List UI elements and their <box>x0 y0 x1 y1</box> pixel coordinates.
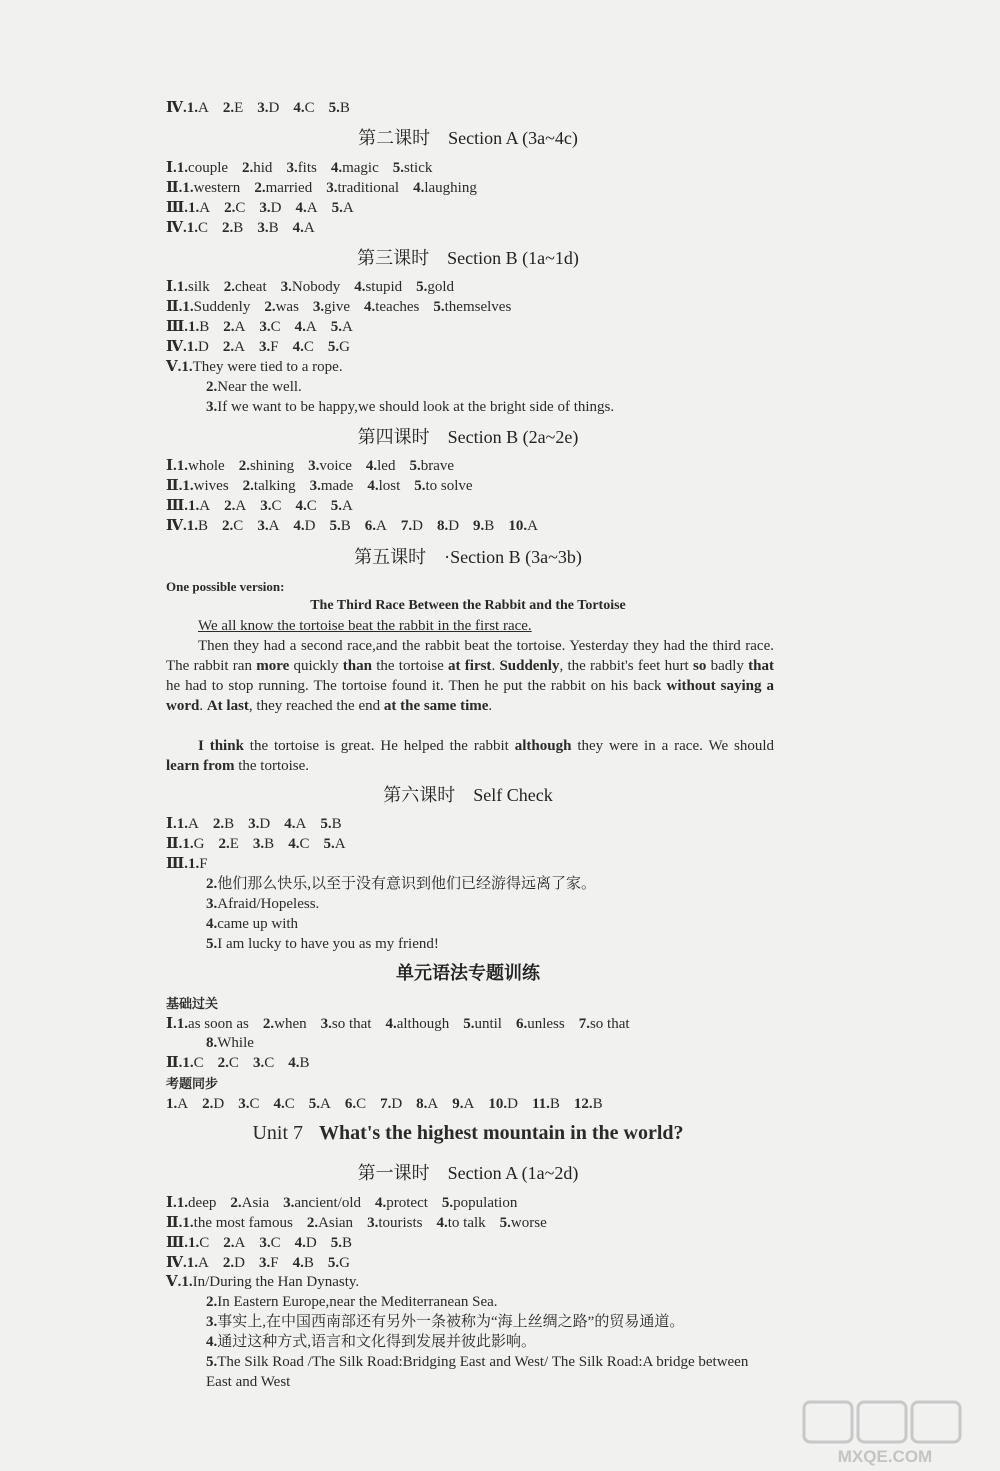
answer-item: 1.western <box>182 180 241 196</box>
roman-label: Ⅱ. <box>166 478 183 494</box>
lesson-label: 第四课时 <box>357 427 430 447</box>
answer-item: 3.C <box>238 1096 260 1112</box>
lesson-label: 第一课时 <box>357 1163 430 1183</box>
answer-item: 1.A <box>166 1096 189 1112</box>
lesson-label: 第二课时 <box>358 128 431 148</box>
answer-item: 1.as soon as <box>176 1016 249 1032</box>
answer-item: 2.D <box>222 1255 245 1271</box>
answer-item: 5.worse <box>499 1215 547 1231</box>
lesson-label: 第五课时 <box>354 547 427 567</box>
answer-item: 1.D <box>186 339 209 355</box>
answer-item: 1.the most famous <box>182 1215 293 1231</box>
subsection-label: 基础过关 <box>166 996 219 1011</box>
answer-row <box>166 218 786 238</box>
answer-row <box>166 456 786 476</box>
answer-item: 5.themselves <box>433 299 512 315</box>
answer-line: Ⅴ.1.In/During the Han Dynasty. <box>166 1274 360 1290</box>
roman-label: Ⅱ. <box>166 180 183 196</box>
answer-item: 4.C <box>295 498 317 514</box>
answer-item: 1.C <box>186 220 209 236</box>
answer-item: 3.traditional <box>326 180 400 196</box>
answer-row <box>166 158 786 178</box>
version-label: One possible version: <box>166 579 285 594</box>
answer-item: 1.C <box>188 1235 210 1251</box>
answer-row <box>166 198 786 218</box>
answer-item: 8.While <box>206 1035 254 1051</box>
answer-item: 1.G <box>182 836 205 852</box>
answer-line: 3.If we want to be happy,we should look at the bright side of things. <box>206 399 615 415</box>
answer-item: 2.Asian <box>306 1215 354 1231</box>
answer-item: 3.made <box>309 478 354 494</box>
section-heading <box>166 545 770 569</box>
section-heading <box>166 126 770 150</box>
answer-item: 5.A <box>331 200 354 216</box>
section-heading <box>166 425 770 449</box>
answer-item: 4.protect <box>375 1195 428 1211</box>
answer-item: 8.D <box>436 518 460 534</box>
essay-title: The Third Race Between the Rabbit and the Tortoise <box>310 598 626 613</box>
answer-row <box>166 337 786 357</box>
answer-item: 5.stick <box>392 160 433 176</box>
answer-item: 3.ancient/old <box>283 1195 362 1211</box>
roman-label: Ⅰ. <box>166 1195 177 1211</box>
answer-item: 4.magic <box>330 160 379 176</box>
answer-item: 5.until <box>463 1016 502 1032</box>
answer-line: 4.通过这种方式,语言和文化得到发展并彼此影响。 <box>206 1334 537 1350</box>
answer-item: 4.B <box>292 1255 314 1271</box>
answer-item: 5.B <box>330 1235 353 1251</box>
answer-item: 1.wives <box>182 478 229 494</box>
answer-item: 2.D <box>202 1096 225 1112</box>
roman-label: Ⅲ. <box>166 319 189 335</box>
unit-title <box>166 1120 770 1146</box>
roman-label: Ⅲ. <box>166 1235 189 1251</box>
grammar-heading: 单元语法专题训练 <box>396 963 540 983</box>
answer-item: 1.A <box>186 100 209 116</box>
roman-label: Ⅰ. <box>166 279 177 295</box>
answer-row <box>166 496 786 516</box>
answer-item: 5.B <box>329 518 351 534</box>
answer-item: 7.D <box>380 1096 403 1112</box>
answer-item: 2.shining <box>238 458 295 474</box>
section-heading <box>166 783 770 807</box>
answer-item: 3.C <box>260 498 282 514</box>
answer-item: 4.stupid <box>354 279 403 295</box>
answer-item: 4.C <box>288 836 310 852</box>
roman-label: Ⅰ. <box>166 816 177 832</box>
answer-item: 4.laughing <box>413 180 477 196</box>
roman-label: Ⅲ. <box>166 498 189 514</box>
answer-item: 2.C <box>224 200 246 216</box>
answer-row <box>166 277 786 297</box>
answer-item: 3.B <box>257 220 279 236</box>
roman-label: Ⅰ. <box>166 458 177 474</box>
answer-item: 5.gold <box>416 279 455 295</box>
section-heading <box>166 1161 770 1185</box>
answer-line: 3.Afraid/Hopeless. <box>206 896 320 912</box>
answer-item: 1.silk <box>176 279 210 295</box>
answer-item: 2.B <box>222 220 244 236</box>
answer-item: 5.B <box>328 100 350 116</box>
answer-item: 4.lost <box>367 478 401 494</box>
section-label: Section B (2a~2e) <box>447 427 579 447</box>
answer-item: 5.A <box>323 836 346 852</box>
answer-item: 5.A <box>330 498 353 514</box>
answer-item: 4.C <box>292 339 314 355</box>
section-label: ·Section B (3a~3b) <box>444 547 582 567</box>
answer-item: 2.talking <box>242 478 296 494</box>
roman-label: Ⅰ. <box>166 160 177 176</box>
section-label: Self Check <box>473 785 553 805</box>
answer-item: 4.teaches <box>363 299 420 315</box>
section-label: Section A (3a~4c) <box>448 128 578 148</box>
answer-item: 5.A <box>330 319 353 335</box>
section-label: Section B (1a~1d) <box>447 248 579 268</box>
answer-item: 2.Asia <box>230 1195 270 1211</box>
answer-row <box>166 317 786 337</box>
answer-line: Ⅲ.1.F <box>166 856 208 872</box>
answer-item: 9.A <box>452 1096 475 1112</box>
answer-item: 5.population <box>441 1195 518 1211</box>
watermark-text: MXQE.COM <box>837 1447 933 1466</box>
answer-item: 10.A <box>508 518 538 534</box>
answer-row <box>166 1253 786 1273</box>
roman-label: Ⅳ. <box>166 339 187 355</box>
answer-item: 2.A <box>223 1235 246 1251</box>
answer-item: 6.C <box>344 1096 367 1112</box>
answer-item: 2.C <box>222 518 244 534</box>
answer-item: 3.B <box>252 836 275 852</box>
answer-item: 5.brave <box>409 458 455 474</box>
answer-item: 9.B <box>473 518 495 534</box>
unit-number: Unit 7 <box>252 1122 304 1144</box>
answer-item: 5.B <box>320 816 342 832</box>
answer-item: 3.tourists <box>367 1215 423 1231</box>
answer-item: 4.to talk <box>436 1215 486 1231</box>
roman-label: Ⅳ. <box>166 1255 187 1271</box>
answer-item: 5.G <box>327 1255 350 1271</box>
answer-item: 4.A <box>294 319 317 335</box>
answer-item: 2.hid <box>242 160 273 176</box>
watermark-logo <box>800 1400 970 1466</box>
roman-label: Ⅱ. <box>166 836 183 852</box>
answer-item: 4.led <box>365 458 396 474</box>
answer-item: 6.unless <box>515 1016 565 1032</box>
answer-line: 2.In Eastern Europe,near the Mediterranean Sea. <box>206 1294 498 1310</box>
answer-row <box>166 1014 786 1034</box>
answer-item: 8.A <box>416 1096 439 1112</box>
answer-item: 2.A <box>224 498 247 514</box>
answer-item: 3.D <box>257 100 280 116</box>
answer-item: 2.A <box>222 339 245 355</box>
answer-line: Ⅴ.1.They were tied to a rope. <box>166 359 343 375</box>
answer-row <box>166 1053 786 1073</box>
answer-item: 4.A <box>292 220 315 236</box>
answer-item: 2.when <box>262 1016 307 1032</box>
answer-item: 1.A <box>188 200 211 216</box>
answer-item: 5.G <box>327 339 350 355</box>
answer-item: 2.married <box>254 180 313 196</box>
answer-row <box>166 1233 786 1253</box>
section-heading <box>166 246 770 270</box>
answer-line: 5.I am lucky to have you as my friend! <box>206 936 439 952</box>
answer-item: 2.E <box>218 836 239 852</box>
essay-paragraph: Then they had a second race,and the rabbit beat the tortoise. Yesterday they had the third race. The rabbit ran more quickly than the tortoise at first. Suddenly, the rabbit's feet hurt so badly that he had to stop running. The tortoise found it. Then he put the rabbit on his back without saying a word. At last, they reached the end at the same time. <box>166 638 774 714</box>
answer-item: 3.so that <box>320 1016 372 1032</box>
unit-name: What's the highest mountain in the world? <box>319 1122 684 1144</box>
answer-item: 1.whole <box>176 458 225 474</box>
answer-item: 3.give <box>312 299 350 315</box>
answer-item: 11.B <box>531 1096 560 1112</box>
answer-item: 1.Suddenly <box>182 299 251 315</box>
answer-row <box>166 1094 786 1114</box>
answer-item: 1.B <box>188 319 210 335</box>
answer-item: 2.was <box>264 299 299 315</box>
answer-item: 3.D <box>259 200 282 216</box>
roman-label: Ⅲ. <box>166 200 189 216</box>
answer-row <box>166 1213 786 1233</box>
roman-label: Ⅱ. <box>166 1055 183 1071</box>
answer-item: 3.D <box>248 816 271 832</box>
answer-line: 2.Near the well. <box>206 379 302 395</box>
answer-item: 4.D <box>293 518 316 534</box>
answer-item: 2.C <box>217 1055 239 1071</box>
answer-item: 4.D <box>294 1235 317 1251</box>
answer-line: 3.事实上,在中国西南部还有另外一条被称为“海上丝绸之路”的贸易通道。 <box>206 1314 685 1330</box>
answer-item: 3.fits <box>286 160 317 176</box>
answer-item: 6.A <box>364 518 387 534</box>
answer-item: 1.B <box>186 518 209 534</box>
answer-item: 3.F <box>258 339 279 355</box>
answer-item: 4.B <box>288 1055 310 1071</box>
answer-item: 1.deep <box>176 1195 217 1211</box>
lesson-label: 第三课时 <box>357 248 430 268</box>
roman-label: Ⅳ. <box>166 220 187 236</box>
answer-item: 3.C <box>252 1055 275 1071</box>
answer-item: 10.D <box>488 1096 518 1112</box>
answer-item: 2.cheat <box>223 279 267 295</box>
answer-row <box>206 1033 826 1053</box>
answer-item: 1.A <box>176 816 199 832</box>
roman-label: Ⅰ. <box>166 1016 177 1032</box>
essay-paragraph: I think the tortoise is great. He helped the rabbit although they were in a race. We should learn from the tortoise. <box>166 738 774 774</box>
answer-item: 1.couple <box>176 160 229 176</box>
answer-item: 7.so that <box>578 1016 630 1032</box>
answer-item: 3.C <box>259 319 281 335</box>
answer-row <box>166 814 786 834</box>
answer-row <box>166 98 786 118</box>
lesson-label: 第六课时 <box>383 785 456 805</box>
answer-item: 3.A <box>257 518 280 534</box>
answer-row <box>166 476 786 496</box>
answer-line: 2.他们那么快乐,以至于没有意识到他们已经游得远离了家。 <box>206 876 597 892</box>
answer-item: 4.although <box>385 1016 450 1032</box>
section-label: Section A (1a~2d) <box>447 1163 579 1183</box>
essay-first-line: We all know the tortoise beat the rabbit in the first race. <box>198 618 532 634</box>
roman-label: Ⅳ. <box>166 518 187 534</box>
answer-item: 3.voice <box>308 458 352 474</box>
answer-item: 12.B <box>573 1096 603 1112</box>
answer-item: 5.to solve <box>414 478 473 494</box>
subsection-label: 考题同步 <box>166 1076 219 1091</box>
answer-row <box>166 178 786 198</box>
answer-item: 3.F <box>258 1255 279 1271</box>
answer-row <box>166 834 786 854</box>
answer-item: 1.A <box>186 1255 209 1271</box>
answer-item: 4.A <box>284 816 307 832</box>
answer-line: 4.came up with <box>206 916 299 932</box>
answer-item: 2.A <box>223 319 246 335</box>
answer-item: 1.C <box>182 1055 204 1071</box>
answer-item: 2.B <box>212 816 235 832</box>
roman-label: Ⅳ. <box>166 100 187 116</box>
answer-item: 3.Nobody <box>280 279 341 295</box>
answer-row <box>166 297 786 317</box>
answer-line: 5.The Silk Road /The Silk Road:Bridging East and West/ The Silk Road:A bridge between East and West <box>206 1354 749 1390</box>
roman-label: Ⅱ. <box>166 1215 183 1231</box>
answer-item: 4.A <box>295 200 318 216</box>
answer-row <box>166 1193 786 1213</box>
answer-item: 3.C <box>259 1235 281 1251</box>
answer-item: 7.D <box>400 518 423 534</box>
answer-item: 1.A <box>188 498 211 514</box>
answer-item: 4.C <box>293 100 315 116</box>
roman-label: Ⅱ. <box>166 299 183 315</box>
answer-item: 2.E <box>222 100 244 116</box>
answer-row <box>166 516 786 536</box>
answer-item: 5.A <box>308 1096 331 1112</box>
answer-item: 4.C <box>273 1096 295 1112</box>
